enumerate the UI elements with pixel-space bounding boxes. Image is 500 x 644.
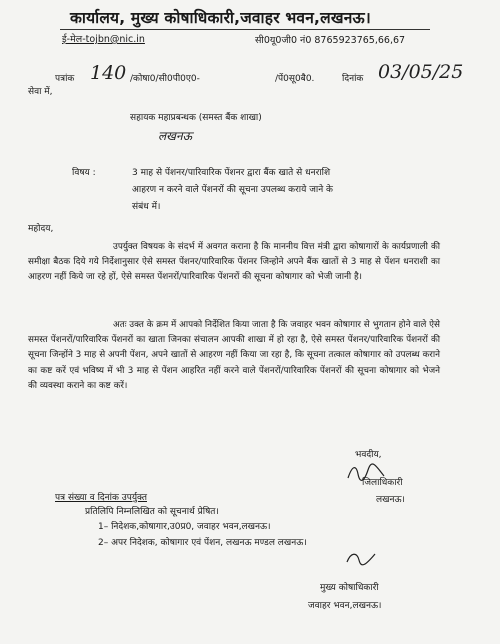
copy-item-1: 1– निदेशक,कोषागार,उ0प्र0, जवाहर भवन,लखनऊ। <box>98 522 271 532</box>
email-address[interactable]: ई-मेल-tojbn@nic.in <box>62 34 145 45</box>
signature2-address: जवाहर भवन,लखनऊ। <box>308 601 382 611</box>
patrank-label: पत्रांक <box>55 74 75 84</box>
copy-intro: प्रतिलिपि निम्नलिखित को सूचनार्थ प्रेषित। <box>85 507 219 517</box>
salutation: महोदय, <box>28 224 54 234</box>
signature1-city: लखनऊ। <box>376 495 405 505</box>
signature2-mark <box>345 550 377 572</box>
header-divider <box>60 29 430 30</box>
subject-label: विषय : <box>72 168 96 178</box>
copy-heading: पत्र संख्या व दिनांक उपर्युक्त <box>55 493 147 503</box>
date-label: दिनांक <box>342 74 364 84</box>
body-paragraph-1: उपर्युक्त विषयक के संदर्भ में अवगत कराना है कि माननीय वित्त मंत्री द्वारा कोषागारों के कार्यप्रणाली की समीक्षा बैठक दिये गये निर्देशानुसार ऐसे समस्त पेंशनर/पारिवारिक पेंशनर जिन्होने अपने बैंक खातों से 3 माह से पेंशन धनराशी का आहरण नहीं किये जा रहे हों, ऐसे समस्त पेंशनरों/पारिवारिक पेंशनरों की सूचना कोषागार को भेजी जानी है। <box>28 242 440 283</box>
signature2-designation: मुख्य कोषाधिकारी <box>320 583 379 593</box>
reference-parts: /कोषा0/सी0पी0ए0- <box>130 74 200 84</box>
reference-tail: /पें0सू0बै0. <box>275 74 315 84</box>
closing-bhavdiya: भवदीय, <box>355 450 382 460</box>
signature1-designation: जिलाधिकारी <box>362 478 403 488</box>
handwritten-signature-icon <box>345 550 377 568</box>
subject-line-3: संबंध में। <box>132 202 161 212</box>
body-paragraph-2: अतः उक्त के क्रम में आपको निर्देशित किया जाता है कि जवाहर भवन कोषागार से भुगतान होने वाले ऐसे समस्त पेंशनरों/पारिवारिक पेंशनरों का खाता जिनका संचालन आपकी शाखा में हो रहा है, ऐसे समस्त पेंशनर/पारिवारिक पेंशनरों की सूचना जिन्होंने 3 माह से अपनी पेंशन, अपने खातों से आहरण नहीं किया जा रहा है, कि सूचना तत्काल कोषागार को उपलब्ध कराने का कष्ट करें एवं भविष्य में भी 3 माह से पेंशन आहरित नहीं करने वाले पेंशनरों/पारिवारिक पेंशनरों की सूचना कोषागार को भेजने की व्यवस्था कराने का कष्ट करें। <box>28 320 440 391</box>
copy-item-2: 2– अपर निदेशक, कोषागार एवं पेंशन, लखनऊ मण्डल लखनऊ। <box>98 538 307 548</box>
addressee-city: लखनऊ <box>158 129 193 143</box>
addressee-designation: सहायक महाप्रबन्धक (समस्त बैंक शाखा) <box>130 113 262 123</box>
seva-mein: सेवा में, <box>28 87 53 97</box>
subject-line-2: आहरण न करने वाले पेंशनरों की सूचना उपलब्ध कराये जाने के <box>132 185 333 195</box>
subject-line-1: 3 माह से पेंशनर/पारिवारिक पेंशनर द्वारा बैंक खाते से धनराशि <box>132 168 331 178</box>
patrank-number: 140 <box>90 62 127 84</box>
phone-numbers: सी0यू0जी0 नं0 8765923765,66,67 <box>255 35 406 46</box>
office-title: कार्यालय, मुख्य कोषाधिकारी,जवाहर भवन,लखनऊ। <box>70 9 371 27</box>
date-value: 03/05/25 <box>378 61 464 83</box>
